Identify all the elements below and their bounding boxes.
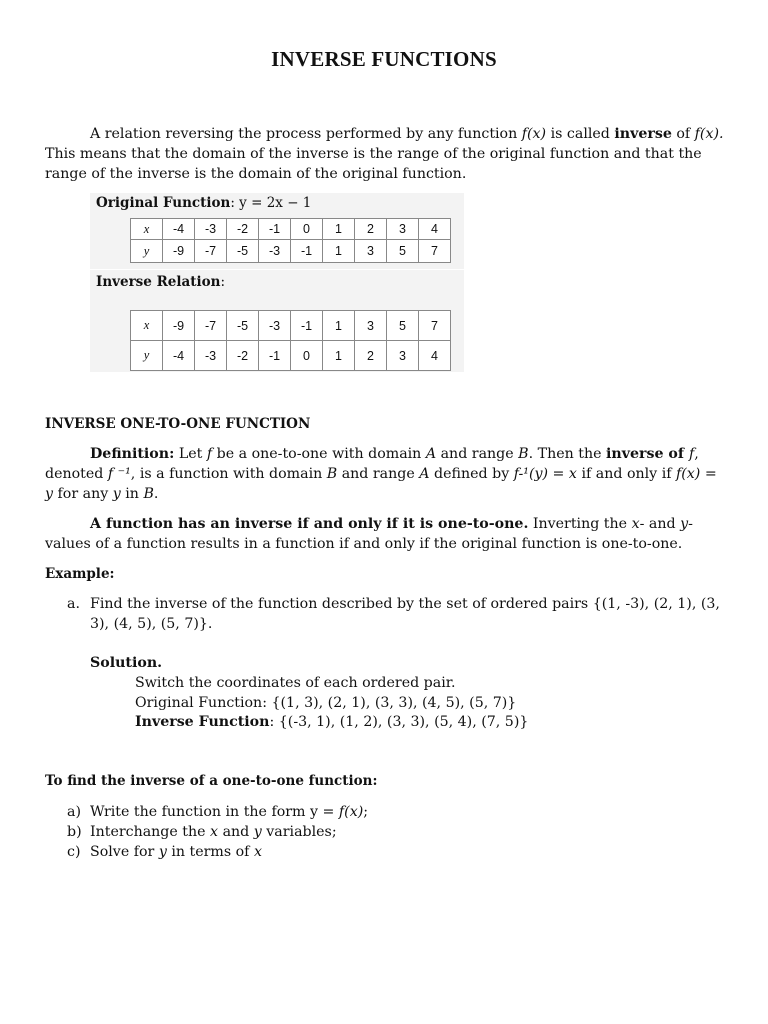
inverse-relation-label (96, 274, 225, 290)
table-cell: -3 (195, 219, 227, 240)
table-cell: 0 (291, 219, 323, 240)
intro-fx: f(x) (521, 126, 547, 142)
step-text-part: and (218, 823, 254, 840)
example-list (67, 595, 727, 635)
intro-paragraph (45, 125, 725, 184)
list-marker: b) (67, 823, 82, 840)
step-text (90, 803, 368, 823)
thm-text: Inverting the (528, 516, 632, 532)
table-header-y: y (131, 240, 163, 263)
label-text: Inverse Relation (96, 274, 221, 290)
table-row (131, 341, 451, 371)
original-function-label (96, 195, 311, 211)
math-var: A (419, 465, 430, 482)
intro-fx: f(x). (694, 126, 724, 142)
math-var: f (688, 446, 695, 462)
math-var: y (253, 823, 262, 840)
step-text (90, 823, 337, 843)
table-cell: -5 (227, 311, 259, 341)
inverse-function-label: Inverse Function (135, 714, 270, 731)
step-text-part: in terms of (166, 843, 254, 860)
math-var: y (158, 843, 167, 860)
def-text: defined by (429, 465, 514, 482)
table-cell: 1 (323, 240, 355, 263)
math-expr: f-¹(y) = x (513, 465, 577, 482)
list-marker: c) (67, 843, 81, 860)
solution-original: Original Function: {(1, 3), (2, 1), (3, 3), (4, 5), (5, 7)} (135, 694, 517, 711)
step-text-part: Write the function in the form y = (90, 804, 339, 820)
def-text: . (153, 485, 159, 502)
def-text: and range (337, 465, 420, 482)
math-var: A (425, 446, 437, 462)
table-cell: 4 (419, 341, 451, 371)
table-cell: -1 (291, 311, 323, 341)
step-text-part: ; (363, 804, 369, 820)
table-cell: -4 (163, 341, 195, 371)
table-cell: -9 (163, 311, 195, 341)
thm-text: -values of a function results in a function if and only if the original function is one-to-one. (45, 516, 693, 552)
solution-step: Switch the coordinates of each ordered pair. (135, 674, 456, 691)
table-row (131, 219, 451, 240)
list-marker: a. (67, 596, 80, 612)
table-cell: -7 (195, 311, 227, 341)
table-cell: -3 (195, 341, 227, 371)
solution-block (90, 654, 528, 733)
table-cell: 1 (323, 219, 355, 240)
math-var: y (45, 485, 54, 502)
table-cell: 5 (387, 240, 419, 263)
intro-text: A relation reversing the process performed by any function (90, 126, 522, 142)
list-item (67, 595, 727, 635)
table-cell: -1 (259, 341, 291, 371)
math-var: B (518, 446, 529, 462)
table-cell: -4 (163, 219, 195, 240)
steps-heading: To find the inverse of a one-to-one function: (45, 773, 378, 789)
step-text-part: Solve for (90, 843, 159, 860)
def-text: if and only if (576, 465, 676, 482)
math-var: B (143, 485, 154, 502)
math-var: x (253, 843, 262, 860)
definition-paragraph (45, 445, 725, 504)
thm-text: - and (639, 516, 681, 532)
table-header-x: x (131, 311, 163, 341)
theorem-paragraph (45, 515, 725, 555)
solution-lines (90, 674, 528, 733)
step-text-part: variables; (261, 823, 337, 840)
math-var: f (206, 446, 213, 462)
solution-label: Solution. (90, 655, 163, 671)
table-cell: 4 (419, 219, 451, 240)
example-text: Find the inverse of the function described by the set of ordered pairs {(1, -3), (2, 1), (3, 3), (4, 5), (5, 7)}. (90, 596, 720, 632)
table-row (131, 240, 451, 263)
original-table (130, 218, 451, 263)
table-cell: -5 (227, 240, 259, 263)
intro-bold-inverse: inverse (614, 126, 672, 142)
def-text: Let (174, 446, 207, 462)
label-text: Original Function (96, 195, 231, 211)
math-var: x (210, 823, 219, 840)
math-expr: f(x) (676, 465, 701, 482)
table-cell: -3 (259, 240, 291, 263)
intro-text: is called (546, 126, 615, 142)
table-cell: -3 (259, 311, 291, 341)
def-text: in (120, 485, 144, 502)
section-heading: INVERSE ONE-TO-ONE FUNCTION (45, 416, 311, 432)
table-cell: 3 (387, 341, 419, 371)
table-cell: 5 (387, 311, 419, 341)
def-text: = (700, 465, 717, 482)
table-cell: 3 (387, 219, 419, 240)
table-cell: -1 (291, 240, 323, 263)
table-cell: 0 (291, 341, 323, 371)
list-item (67, 803, 368, 823)
steps-list (67, 803, 368, 862)
def-text: for any (53, 485, 113, 502)
table-cell: 2 (355, 219, 387, 240)
definition-label: Definition: (90, 446, 175, 462)
math-var: y (680, 516, 689, 532)
table-cell: 2 (355, 341, 387, 371)
label-colon: : (220, 274, 225, 290)
def-text: , is a function with domain (130, 465, 327, 482)
intro-text: This means that the domain of the inverse is the range of the original function and that the range of the inverse is the domain of the original function. (45, 145, 702, 182)
table-cell: -2 (227, 219, 259, 240)
table-header-x: x (131, 219, 163, 240)
def-text: , denoted (45, 446, 699, 482)
page-title: INVERSE FUNCTIONS (271, 47, 497, 71)
step-text (90, 843, 262, 863)
table-row (131, 311, 451, 341)
table-cell: 1 (323, 341, 355, 371)
list-item (67, 843, 368, 863)
solution-inverse (135, 713, 528, 733)
table-cell: -1 (259, 219, 291, 240)
inverse-table (130, 310, 451, 371)
step-text-part: Interchange the (90, 823, 211, 840)
math-var: B (326, 465, 338, 482)
math-var: f ⁻¹ (107, 465, 131, 482)
table-cell: -2 (227, 341, 259, 371)
table-cell: 7 (419, 311, 451, 341)
table-cell: -9 (163, 240, 195, 263)
def-text: be a one-to-one with domain (212, 446, 426, 462)
intro-text: of (671, 126, 695, 142)
table-header-y: y (131, 341, 163, 371)
inverse-function-value: : {(-3, 1), (1, 2), (3, 3), (5, 4), (7, 5)} (269, 714, 529, 731)
def-text: and range (436, 446, 519, 462)
list-marker: a) (67, 804, 81, 820)
math-var: x (631, 516, 640, 532)
def-text: . Then the (528, 446, 607, 462)
theorem-bold: A function has an inverse if and only if it is one-to-one. (90, 516, 529, 532)
table-cell: 1 (323, 311, 355, 341)
example-heading: Example: (45, 566, 115, 582)
table-cell: 7 (419, 240, 451, 263)
table-cell: -7 (195, 240, 227, 263)
math-expr: f(x) (338, 804, 364, 820)
table-cell: 3 (355, 311, 387, 341)
original-equation: : y = 2x − 1 (230, 195, 312, 211)
list-item (67, 823, 368, 843)
table-cell: 3 (355, 240, 387, 263)
def-bold: inverse of (606, 446, 689, 462)
math-var: y (112, 485, 121, 502)
